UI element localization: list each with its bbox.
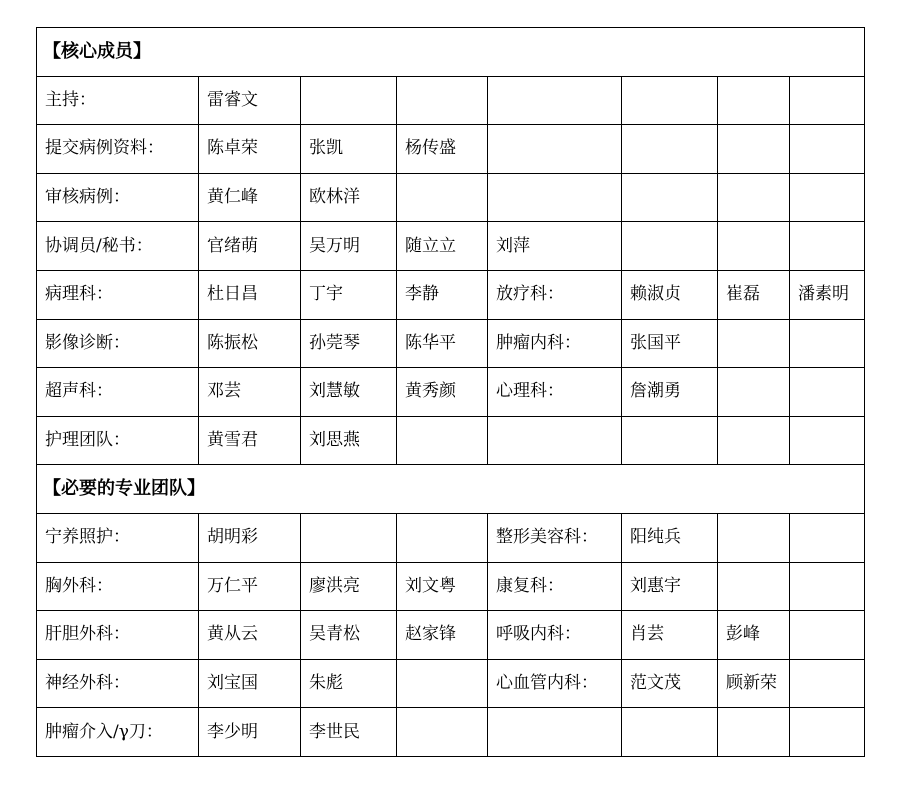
member-cell: 陈卓荣 <box>199 125 301 174</box>
department-label-cell: 心理科： <box>488 368 622 417</box>
member-cell: 陈振松 <box>199 319 301 368</box>
role-label-cell: 审核病例： <box>37 173 199 222</box>
member-cell <box>718 222 790 271</box>
member-cell <box>397 659 488 708</box>
department-label-cell: 心血管内科： <box>488 659 622 708</box>
member-cell <box>718 125 790 174</box>
table-row <box>37 270 865 319</box>
member-cell: 胡明彩 <box>199 513 301 562</box>
member-cell <box>790 76 865 125</box>
table-row <box>37 173 865 222</box>
member-cell: 黄雪君 <box>199 416 301 465</box>
member-cell: 彭峰 <box>718 611 790 660</box>
department-label-cell: 呼吸内科： <box>488 611 622 660</box>
table-row <box>37 708 865 757</box>
member-cell: 潘素明 <box>790 270 865 319</box>
member-cell <box>790 222 865 271</box>
role-label-cell: 神经外科： <box>37 659 199 708</box>
member-cell: 李世民 <box>301 708 397 757</box>
roster-body <box>37 28 865 757</box>
member-cell: 刘思燕 <box>301 416 397 465</box>
member-cell: 刘惠宇 <box>622 562 718 611</box>
member-cell <box>790 173 865 222</box>
member-cell <box>718 416 790 465</box>
member-cell <box>397 513 488 562</box>
table-row <box>37 611 865 660</box>
section-header-row <box>37 28 865 77</box>
member-cell: 杜日昌 <box>199 270 301 319</box>
member-cell: 刘慧敏 <box>301 368 397 417</box>
role-label-cell: 肝胆外科： <box>37 611 199 660</box>
member-cell: 张凯 <box>301 125 397 174</box>
table-row <box>37 416 865 465</box>
member-cell <box>488 125 622 174</box>
member-cell: 邓芸 <box>199 368 301 417</box>
member-cell: 李静 <box>397 270 488 319</box>
member-cell <box>622 708 718 757</box>
table-row <box>37 125 865 174</box>
member-cell <box>790 368 865 417</box>
member-cell <box>301 513 397 562</box>
member-cell: 李少明 <box>199 708 301 757</box>
role-label-cell: 超声科： <box>37 368 199 417</box>
member-cell <box>790 611 865 660</box>
department-label-cell: 整形美容科： <box>488 513 622 562</box>
member-cell: 刘萍 <box>488 222 622 271</box>
member-cell: 赵家锋 <box>397 611 488 660</box>
member-cell <box>488 173 622 222</box>
member-cell: 刘文粤 <box>397 562 488 611</box>
table-row <box>37 76 865 125</box>
section-title: 【核心成员】 <box>37 28 865 77</box>
member-cell: 吴青松 <box>301 611 397 660</box>
department-label-cell: 肿瘤内科： <box>488 319 622 368</box>
role-label-cell: 影像诊断： <box>37 319 199 368</box>
member-cell <box>718 513 790 562</box>
member-cell <box>301 76 397 125</box>
member-cell: 朱彪 <box>301 659 397 708</box>
member-cell <box>397 76 488 125</box>
member-cell <box>622 125 718 174</box>
member-cell <box>790 708 865 757</box>
role-label-cell: 护理团队： <box>37 416 199 465</box>
member-cell <box>790 125 865 174</box>
member-cell: 杨传盛 <box>397 125 488 174</box>
member-cell: 赖淑贞 <box>622 270 718 319</box>
member-cell: 黄仁峰 <box>199 173 301 222</box>
member-cell <box>718 708 790 757</box>
member-cell: 雷睿文 <box>199 76 301 125</box>
member-cell <box>622 416 718 465</box>
member-cell: 刘宝国 <box>199 659 301 708</box>
table-row <box>37 222 865 271</box>
member-cell <box>397 708 488 757</box>
member-cell <box>622 76 718 125</box>
member-cell: 顾新荣 <box>718 659 790 708</box>
member-cell <box>790 319 865 368</box>
role-label-cell: 胸外科： <box>37 562 199 611</box>
member-cell <box>488 416 622 465</box>
member-cell: 万仁平 <box>199 562 301 611</box>
member-cell: 肖芸 <box>622 611 718 660</box>
member-cell <box>488 708 622 757</box>
member-cell <box>718 562 790 611</box>
department-label-cell: 康复科： <box>488 562 622 611</box>
member-cell: 孙莞琴 <box>301 319 397 368</box>
member-cell: 丁宇 <box>301 270 397 319</box>
member-cell: 崔磊 <box>718 270 790 319</box>
role-label-cell: 主持： <box>37 76 199 125</box>
member-cell: 官绪萌 <box>199 222 301 271</box>
member-cell: 欧林洋 <box>301 173 397 222</box>
member-cell: 黄秀颜 <box>397 368 488 417</box>
member-cell <box>718 319 790 368</box>
role-label-cell: 提交病例资料： <box>37 125 199 174</box>
member-cell <box>790 562 865 611</box>
member-cell: 黄从云 <box>199 611 301 660</box>
role-label-cell: 协调员/秘书： <box>37 222 199 271</box>
role-label-cell: 宁养照护： <box>37 513 199 562</box>
member-cell <box>718 368 790 417</box>
team-roster-table <box>36 27 865 757</box>
member-cell: 廖洪亮 <box>301 562 397 611</box>
member-cell <box>790 416 865 465</box>
member-cell <box>622 173 718 222</box>
table-row <box>37 319 865 368</box>
member-cell <box>718 76 790 125</box>
department-label-cell: 放疗科： <box>488 270 622 319</box>
member-cell: 张国平 <box>622 319 718 368</box>
member-cell <box>718 173 790 222</box>
member-cell <box>622 222 718 271</box>
member-cell: 随立立 <box>397 222 488 271</box>
member-cell <box>790 659 865 708</box>
section-title: 【必要的专业团队】 <box>37 465 865 514</box>
table-row <box>37 562 865 611</box>
member-cell: 詹潮勇 <box>622 368 718 417</box>
table-row <box>37 513 865 562</box>
member-cell <box>397 173 488 222</box>
member-cell: 阳纯兵 <box>622 513 718 562</box>
member-cell: 范文茂 <box>622 659 718 708</box>
table-row <box>37 368 865 417</box>
table-row <box>37 659 865 708</box>
member-cell <box>488 76 622 125</box>
role-label-cell: 病理科： <box>37 270 199 319</box>
member-cell <box>790 513 865 562</box>
member-cell <box>397 416 488 465</box>
section-header-row <box>37 465 865 514</box>
member-cell: 吴万明 <box>301 222 397 271</box>
role-label-cell: 肿瘤介入/γ刀： <box>37 708 199 757</box>
member-cell: 陈华平 <box>397 319 488 368</box>
